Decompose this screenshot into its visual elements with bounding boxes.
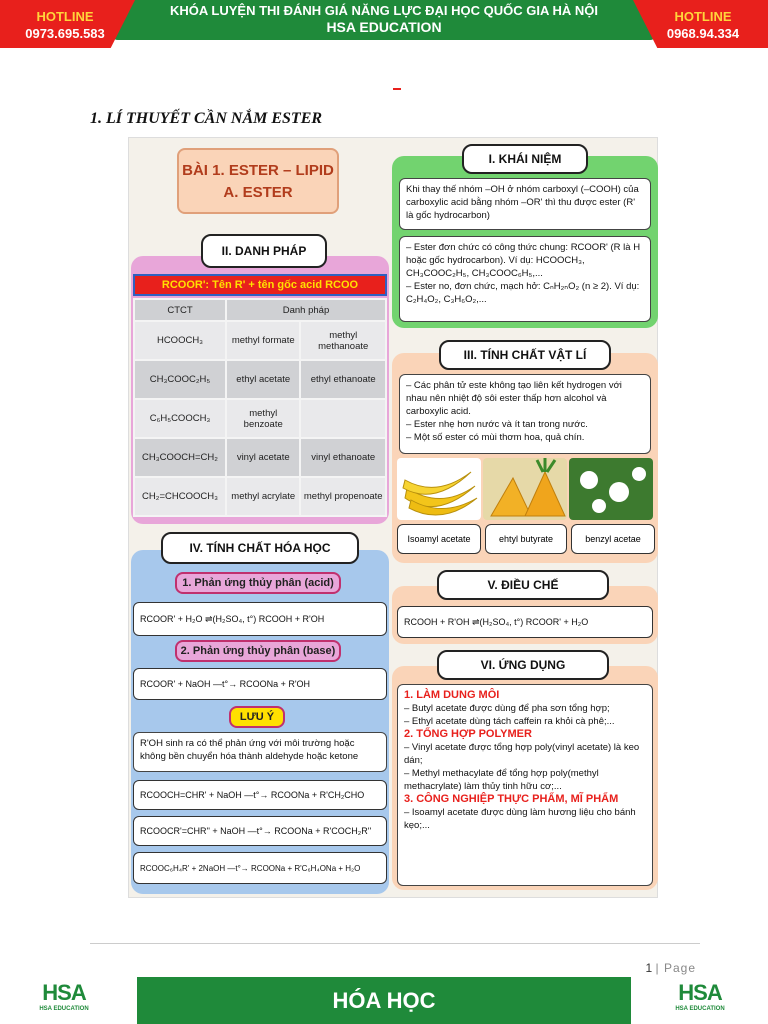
- hsa-logo-left: [32, 980, 96, 1020]
- table-header-danh-phap: Danh pháp: [226, 299, 386, 321]
- banana-image: [397, 458, 481, 520]
- thuy-phan-acid-heading: 1. Phản ứng thủy phân (acid): [175, 572, 341, 594]
- table-row: [134, 438, 386, 477]
- table-cell-formula: CH₃COOCH=CH₂: [134, 438, 226, 477]
- section-title: 1. LÍ THUYẾT CẦN NẮM ESTER: [90, 110, 323, 127]
- red-dash: [393, 88, 401, 90]
- ung-dung-heading: VI. ỨNG DỤNG: [437, 650, 609, 680]
- ester-poster: [128, 137, 658, 898]
- logo-text: HSA: [42, 980, 86, 1005]
- ung-dung-p2b: – Methyl methacylate để tổng hợp poly(methyl methacrylate) làm thủy tinh hữu cơ;...: [404, 768, 599, 792]
- luu-y-label: LƯU Ý: [229, 706, 285, 728]
- equation-acid-hydrolysis: RCOOR' + H₂O ⇌(H₂SO₄, t°) RCOOH + R'OH: [133, 602, 387, 636]
- ung-dung-h2: 2. TỔNG HỢP POLYMER: [404, 728, 532, 740]
- subject-banner: HÓA HỌC: [137, 977, 631, 1024]
- ung-dung-content: [397, 684, 653, 886]
- ung-dung-p1b: – Ethyl acetate dùng tách caffein ra khỏi cà phê;...: [404, 716, 615, 727]
- vat-li-p3: – Một số ester có mùi thơm hoa, quả chín.: [406, 432, 585, 443]
- khai-niem-definition: Khi thay thế nhóm –OH ở nhóm carboxyl (–COOH) của carboxylic acid bằng nhóm –OR' thì thu được ester (R' là gốc hydrocarbon): [399, 178, 651, 230]
- tinh-chat-vat-li-heading: III. TÍNH CHẤT VẬT LÍ: [439, 340, 611, 370]
- table-cell-name: methyl formate: [226, 321, 300, 360]
- table-cell-name: methyl acrylate: [226, 477, 300, 516]
- page-header: [0, 0, 768, 48]
- pineapple-image: [483, 458, 567, 520]
- danh-phap-table: [133, 298, 387, 517]
- hotline-number: 0973.695.583: [25, 26, 105, 41]
- hotline-label: HOTLINE: [674, 9, 732, 24]
- table-row: [134, 360, 386, 399]
- khai-niem-formulas: [399, 236, 651, 322]
- thuy-phan-base-heading: 2. Phản ứng thủy phân (base): [175, 640, 341, 662]
- danh-phap-rule: RCOOR': Tên R' + tên gốc acid RCOO: [133, 274, 387, 296]
- table-header-ctct: CTCT: [134, 299, 226, 321]
- jasmine-image: [569, 458, 653, 520]
- ung-dung-h3: 3. CÔNG NGHIỆP THỰC PHẨM, MĨ PHẨM: [404, 793, 619, 805]
- table-cell-name: ethyl ethanoate: [300, 360, 386, 399]
- table-cell-name: ethyl acetate: [226, 360, 300, 399]
- table-cell-name: vinyl ethanoate: [300, 438, 386, 477]
- page-word: | Page: [655, 961, 696, 975]
- label-benzyl-acetate: benzyl acetae: [571, 524, 655, 554]
- hotline-right: [648, 8, 758, 42]
- table-cell-name: methyl benzoate: [226, 399, 300, 438]
- label-ethyl-butyrate: ehtyl butyrate: [485, 524, 567, 554]
- dieu-che-heading: V. ĐIỀU CHẾ: [437, 570, 609, 600]
- ung-dung-p1a: – Butyl acetate được dùng để pha sơn tổng hợp;: [404, 703, 610, 714]
- equation-note-2: RCOOCR'=CHR'' + NaOH —t°→ RCOONa + R'COCH₂R'': [133, 816, 387, 846]
- hsa-logo-right: [668, 980, 732, 1020]
- page-number: [645, 961, 696, 975]
- vat-li-p2: – Ester nhẹ hơn nước và ít tan trong nước.: [406, 419, 588, 430]
- luu-y-note: R'OH sinh ra có thể phản ứng với môi trường hoặc không bền chuyển hóa thành aldehyde hoặc ketone: [133, 732, 387, 772]
- ung-dung-p3: – Isoamyl acetate được dùng làm hương liệu cho bánh kẹo;...: [404, 807, 636, 831]
- header-title-line1: KHÓA LUYỆN THI ĐÁNH GIÁ NĂNG LỰC ĐẠI HỌC QUỐC GIA HÀ NỘI: [170, 3, 598, 18]
- table-cell-name: methyl propenoate: [300, 477, 386, 516]
- table-cell-name: [300, 399, 386, 438]
- label-isoamyl-acetate: Isoamyl acetate: [397, 524, 481, 554]
- table-row: [134, 399, 386, 438]
- table-cell-name: vinyl acetate: [226, 438, 300, 477]
- page-number-value: 1: [645, 961, 653, 975]
- hotline-left: [10, 8, 120, 42]
- vat-li-p1: – Các phân tử este không tạo liên kết hydrogen với nhau nên nhiệt độ sôi ester thấp hơn alcohol và carboxylic acid.: [406, 380, 622, 417]
- header-title: [140, 3, 628, 35]
- logo-sub: HSA EDUCATION: [39, 1006, 89, 1012]
- tinh-chat-vat-li-text: [399, 374, 651, 454]
- table-cell-formula: CH₃COOC₂H₅: [134, 360, 226, 399]
- danh-phap-heading: II. DANH PHÁP: [201, 234, 327, 268]
- table-cell-formula: C₆H₅COOCH₃: [134, 399, 226, 438]
- logo-text: HSA: [678, 980, 722, 1005]
- tinh-chat-hoa-hoc-heading: IV. TÍNH CHẤT HÓA HỌC: [161, 532, 359, 564]
- equation-note-3: RCOOC₆H₄R' + 2NaOH —t°→ RCOONa + R'C₆H₄ONa + H₂O: [133, 852, 387, 884]
- khai-niem-heading: I. KHÁI NIỆM: [462, 144, 588, 174]
- khai-niem-p3: – Ester no, đơn chức, mạch hở: CₙH₂ₙO₂ (n ≥ 2). Ví dụ: C₂H₄O₂, C₃H₆O₂,...: [406, 281, 640, 305]
- equation-base-hydrolysis: RCOOR' + NaOH —t°→ RCOONa + R'OH: [133, 668, 387, 700]
- poster-title-line2: A. ESTER: [223, 184, 293, 201]
- hotline-label: HOTLINE: [36, 9, 94, 24]
- equation-note-1: RCOOCH=CHR' + NaOH —t°→ RCOONa + R'CH₂CHO: [133, 780, 387, 810]
- footer-divider: [90, 943, 700, 944]
- table-cell-formula: CH₂=CHCOOCH₃: [134, 477, 226, 516]
- hotline-number: 0968.94.334: [666, 26, 740, 41]
- table-cell-formula: HCOOCH₃: [134, 321, 226, 360]
- equation-dieu-che: RCOOH + R'OH ⇌(H₂SO₄, t°) RCOOR' + H₂O: [397, 606, 653, 638]
- header-title-line2: HSA EDUCATION: [326, 19, 442, 35]
- table-cell-name: methyl methanoate: [300, 321, 386, 360]
- table-row: [134, 321, 386, 360]
- ung-dung-p2a: – Vinyl acetate được tổng hợp poly(vinyl acetate) là keo dán;: [404, 742, 640, 766]
- ung-dung-h1: 1. LÀM DUNG MÔI: [404, 689, 500, 701]
- table-row: [134, 477, 386, 516]
- poster-title: [177, 148, 339, 214]
- poster-title-line1: BÀI 1. ESTER – LIPID: [182, 162, 334, 179]
- logo-sub: HSA EDUCATION: [675, 1006, 725, 1012]
- khai-niem-p2: – Ester đơn chức có công thức chung: RCOOR' (R là H hoặc gốc hydrocarbon). Ví dụ: HCOOCH₃, CH₃COOC₂H₅, CH₃COOC₆H₅,...: [406, 242, 641, 279]
